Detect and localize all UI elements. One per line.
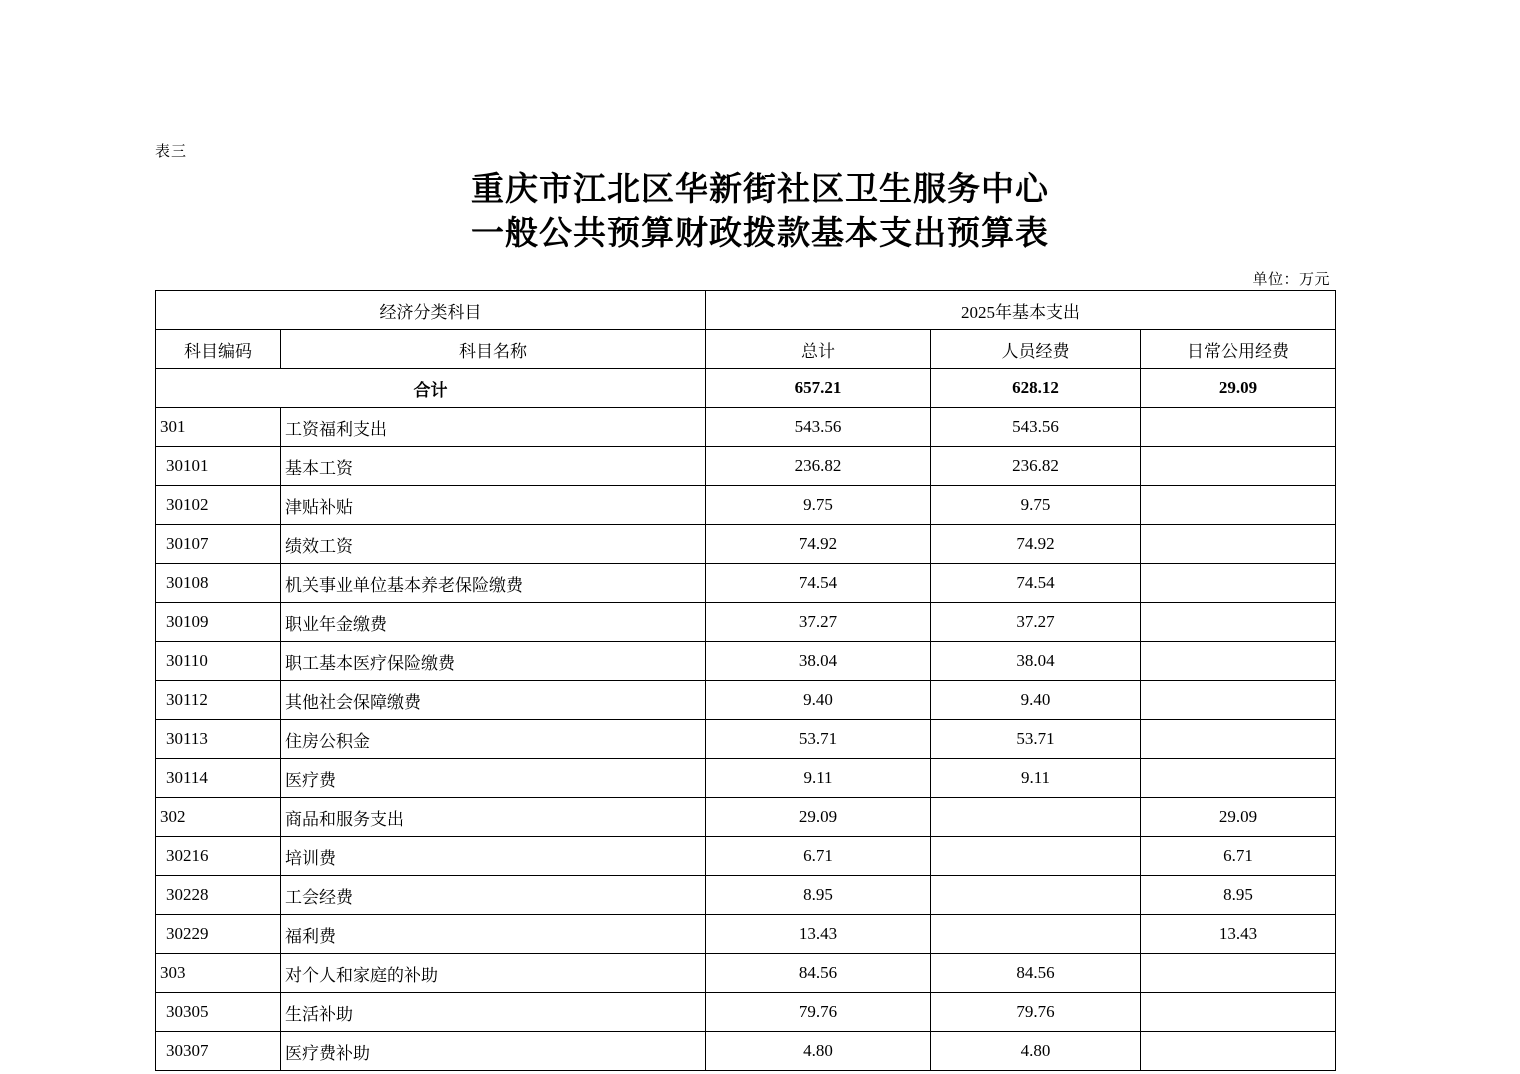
row-daily-public <box>1141 486 1336 525</box>
row-code: 30107 <box>156 525 281 564</box>
row-daily-public: 13.43 <box>1141 915 1336 954</box>
row-total: 53.71 <box>706 720 931 759</box>
table-header-row <box>156 330 1336 369</box>
column-header-daily-public: 日常公用经费 <box>1141 330 1336 369</box>
row-daily-public <box>1141 525 1336 564</box>
row-daily-public <box>1141 720 1336 759</box>
row-total: 37.27 <box>706 603 931 642</box>
row-code: 30102 <box>156 486 281 525</box>
row-personnel: 37.27 <box>931 603 1141 642</box>
table-row <box>156 564 1336 603</box>
row-code: 30216 <box>156 837 281 876</box>
row-name: 商品和服务支出 <box>281 798 706 837</box>
row-daily-public <box>1141 408 1336 447</box>
summary-total: 657.21 <box>706 369 931 408</box>
table-row <box>156 720 1336 759</box>
row-name: 培训费 <box>281 837 706 876</box>
table-row <box>156 759 1336 798</box>
table-row <box>156 876 1336 915</box>
column-header-personnel: 人员经费 <box>931 330 1141 369</box>
row-name: 住房公积金 <box>281 720 706 759</box>
row-daily-public <box>1141 759 1336 798</box>
row-name: 工会经费 <box>281 876 706 915</box>
table-label: 表三 <box>155 144 188 160</box>
row-code: 302 <box>156 798 281 837</box>
table-row <box>156 837 1336 876</box>
table-row <box>156 642 1336 681</box>
row-personnel <box>931 837 1141 876</box>
header-economic-class: 经济分类科目 <box>156 291 706 330</box>
table-row <box>156 954 1336 993</box>
row-name: 医疗费补助 <box>281 1032 706 1071</box>
row-personnel: 9.75 <box>931 486 1141 525</box>
row-personnel: 74.92 <box>931 525 1141 564</box>
row-total: 13.43 <box>706 915 931 954</box>
row-daily-public <box>1141 603 1336 642</box>
row-total: 74.92 <box>706 525 931 564</box>
column-header-code: 科目编码 <box>156 330 281 369</box>
title-line-2: 一般公共预算财政拨款基本支出预算表 <box>471 216 1049 252</box>
row-code: 30114 <box>156 759 281 798</box>
row-name: 职工基本医疗保险缴费 <box>281 642 706 681</box>
table-row <box>156 798 1336 837</box>
row-total: 9.11 <box>706 759 931 798</box>
row-personnel: 9.40 <box>931 681 1141 720</box>
table-row <box>156 603 1336 642</box>
row-total: 9.75 <box>706 486 931 525</box>
row-name: 对个人和家庭的补助 <box>281 954 706 993</box>
row-total: 38.04 <box>706 642 931 681</box>
summary-label: 合计 <box>156 369 706 408</box>
table-row <box>156 408 1336 447</box>
row-total: 9.40 <box>706 681 931 720</box>
row-name: 基本工资 <box>281 447 706 486</box>
row-personnel: 543.56 <box>931 408 1141 447</box>
summary-personnel: 628.12 <box>931 369 1141 408</box>
row-name: 职业年金缴费 <box>281 603 706 642</box>
row-personnel: 38.04 <box>931 642 1141 681</box>
row-total: 74.54 <box>706 564 931 603</box>
row-personnel <box>931 876 1141 915</box>
row-personnel: 53.71 <box>931 720 1141 759</box>
row-personnel <box>931 798 1141 837</box>
row-name: 津贴补贴 <box>281 486 706 525</box>
row-name: 医疗费 <box>281 759 706 798</box>
row-code: 30109 <box>156 603 281 642</box>
table-row <box>156 447 1336 486</box>
table-row <box>156 486 1336 525</box>
row-name: 其他社会保障缴费 <box>281 681 706 720</box>
row-code: 303 <box>156 954 281 993</box>
table-row <box>156 681 1336 720</box>
row-daily-public <box>1141 954 1336 993</box>
row-code: 30228 <box>156 876 281 915</box>
row-daily-public: 29.09 <box>1141 798 1336 837</box>
row-daily-public <box>1141 642 1336 681</box>
row-personnel: 79.76 <box>931 993 1141 1032</box>
row-total: 6.71 <box>706 837 931 876</box>
table-row <box>156 1032 1336 1071</box>
row-daily-public: 8.95 <box>1141 876 1336 915</box>
title-line-1: 重庆市江北区华新街社区卫生服务中心 <box>471 172 1049 208</box>
row-daily-public <box>1141 564 1336 603</box>
table-row <box>156 525 1336 564</box>
row-total: 543.56 <box>706 408 931 447</box>
row-daily-public <box>1141 1032 1336 1071</box>
row-code: 30112 <box>156 681 281 720</box>
row-personnel <box>931 915 1141 954</box>
row-code: 30113 <box>156 720 281 759</box>
row-code: 30307 <box>156 1032 281 1071</box>
row-total: 79.76 <box>706 993 931 1032</box>
row-name: 福利费 <box>281 915 706 954</box>
row-personnel: 84.56 <box>931 954 1141 993</box>
row-total: 4.80 <box>706 1032 931 1071</box>
budget-table <box>155 290 1336 1071</box>
table-row <box>156 915 1336 954</box>
row-personnel: 9.11 <box>931 759 1141 798</box>
row-code: 301 <box>156 408 281 447</box>
row-code: 30305 <box>156 993 281 1032</box>
row-name: 工资福利支出 <box>281 408 706 447</box>
column-header-total: 总计 <box>706 330 931 369</box>
row-total: 29.09 <box>706 798 931 837</box>
row-total: 8.95 <box>706 876 931 915</box>
summary-daily-public: 29.09 <box>1141 369 1336 408</box>
row-name: 绩效工资 <box>281 525 706 564</box>
document-title <box>0 168 1520 256</box>
unit-note: 单位：万元 <box>1252 272 1330 288</box>
row-personnel: 74.54 <box>931 564 1141 603</box>
row-code: 30110 <box>156 642 281 681</box>
row-name: 生活补助 <box>281 993 706 1032</box>
row-personnel: 236.82 <box>931 447 1141 486</box>
row-name: 机关事业单位基本养老保险缴费 <box>281 564 706 603</box>
summary-row <box>156 369 1336 408</box>
table-header-group-row <box>156 291 1336 330</box>
row-code: 30101 <box>156 447 281 486</box>
row-daily-public <box>1141 993 1336 1032</box>
column-header-name: 科目名称 <box>281 330 706 369</box>
row-personnel: 4.80 <box>931 1032 1141 1071</box>
table-row <box>156 993 1336 1032</box>
row-total: 236.82 <box>706 447 931 486</box>
row-code: 30229 <box>156 915 281 954</box>
header-year-basic-expense: 2025年基本支出 <box>706 291 1336 330</box>
row-daily-public <box>1141 681 1336 720</box>
row-daily-public <box>1141 447 1336 486</box>
row-daily-public: 6.71 <box>1141 837 1336 876</box>
row-code: 30108 <box>156 564 281 603</box>
row-total: 84.56 <box>706 954 931 993</box>
